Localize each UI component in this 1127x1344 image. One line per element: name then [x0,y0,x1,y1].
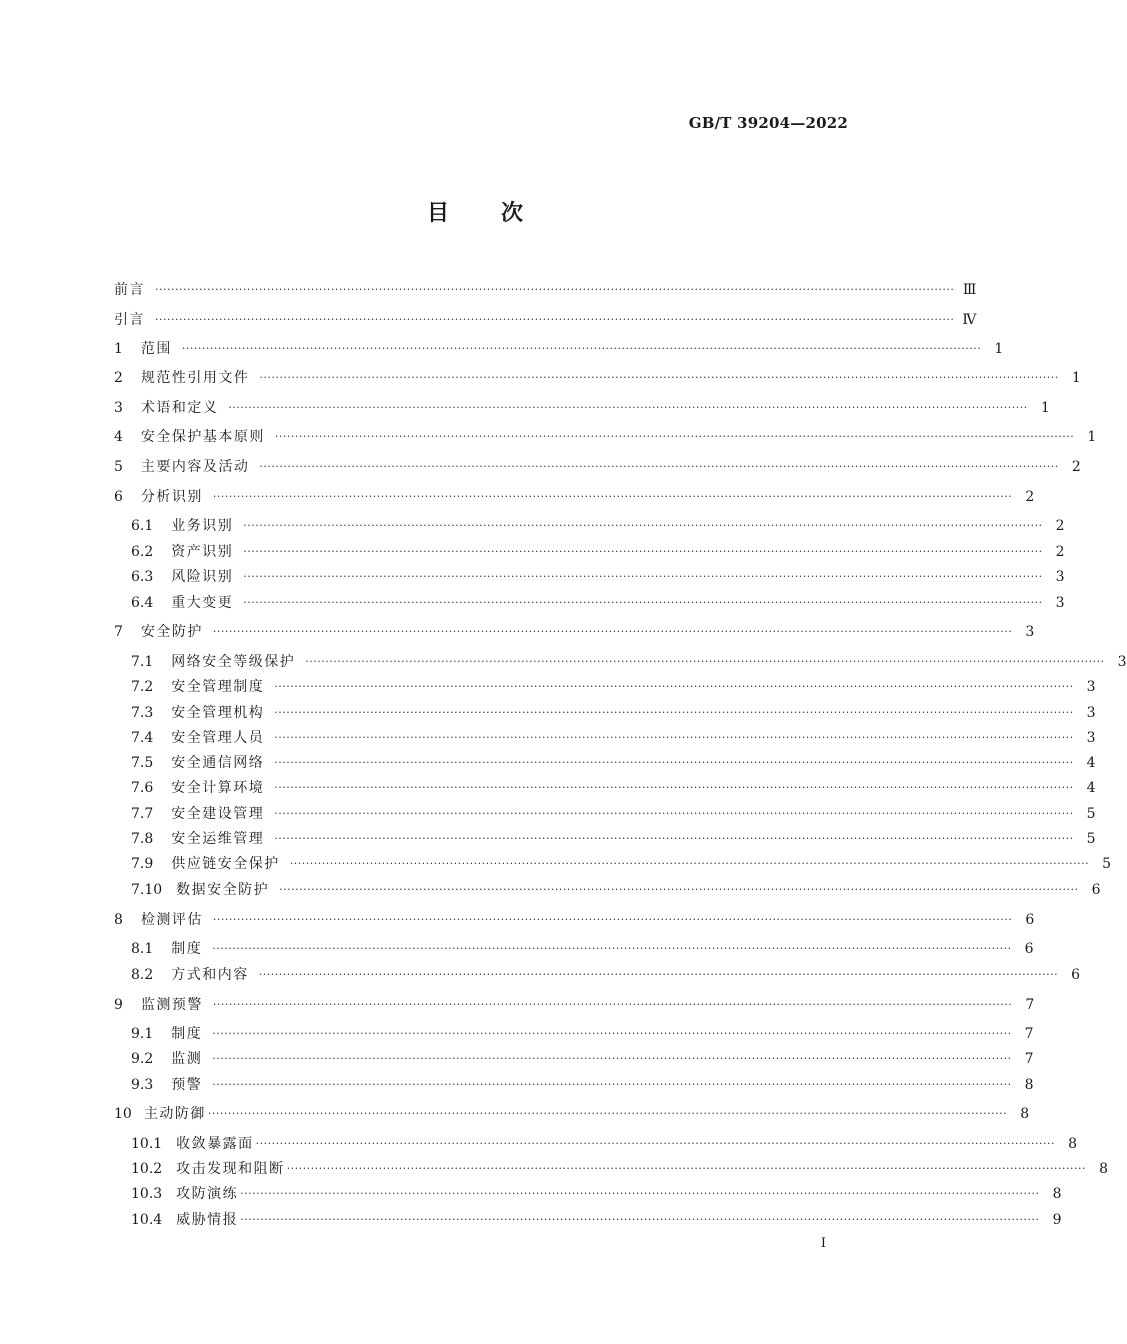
toc-entry-page-number: 4 [1086,755,1096,771]
toc-entry-leader-dots: ········································································································································································································ [243,596,1043,609]
toc-entry-page-number: 5 [1102,856,1112,872]
toc-entry-page-number: 2 [1071,459,1081,475]
toc-entry-leader-dots: ········································································································································································································ [243,545,1043,558]
toc-entry-number: 6.2 [131,544,154,560]
toc-entry-number: 4 [114,429,123,445]
toc-entry[interactable] [0,566,1065,588]
toc-entry-label: 制度 [171,941,203,957]
toc-entry-leader-dots: ········································································································································································································ [259,371,1059,384]
toc-entry-label: 引言 [114,312,145,328]
toc-entry-number: 6.4 [131,595,154,611]
toc-entry-leader-dots: ········································································································································································································ [279,883,1079,896]
toc-entry-label: 攻击发现和阻断 [176,1161,285,1177]
toc-entry[interactable] [0,828,1096,850]
toc-entry-number: 10.2 [131,1161,163,1177]
standard-number: GB/T 39204—2022 [688,114,848,132]
toc-entry-page-number: 7 [1024,1051,1034,1067]
toc-entry[interactable] [0,621,1035,643]
toc-entry[interactable] [0,938,1034,960]
toc-entry-number: 7.8 [131,831,154,847]
toc-entry-leader-dots: ········································································································································································································ [286,1162,1086,1175]
toc-entry[interactable] [0,994,1035,1016]
toc-entry[interactable] [0,1158,1108,1180]
toc-entry-label: 安全通信网络 [171,755,265,771]
toc-entry-page-number: 6 [1091,882,1101,898]
toc-entry-leader-dots: ········································································································································································································ [181,342,982,355]
toc-entry-leader-dots: ········································································································································································································ [212,625,1013,638]
toc-entry-page-number: 8 [1099,1161,1108,1177]
toc-entry[interactable] [0,1074,1034,1096]
toc-entry-label: 安全管理机构 [171,705,265,721]
toc-entry-number: 9 [114,997,123,1013]
toc-entry-label: 检测评估 [140,912,203,928]
toc-entry-leader-dots: ········································································································································································································ [212,490,1013,503]
toc-entry-leader-dots: ········································································································································································································ [274,430,1075,443]
toc-entry[interactable] [0,1183,1062,1205]
toc-entry-page-number: 3 [1086,730,1096,746]
toc-entry-page-number: 3 [1117,654,1127,670]
toc-entry-page-number: 2 [1055,544,1065,560]
toc-entry-label: 安全防护 [140,624,203,640]
toc-entry-number: 10 [114,1106,132,1122]
toc-entry-label: 数据安全防护 [176,882,270,898]
toc-entry[interactable] [0,727,1096,749]
toc-entry-label: 术语和定义 [140,400,219,416]
toc-entry-page-number: 5 [1086,806,1096,822]
toc-entry-label: 安全计算环境 [171,780,265,796]
toc-entry[interactable] [0,338,1004,360]
toc-entry-number: 7.4 [131,730,154,746]
toc-entry-label: 收敛暴露面 [176,1136,254,1152]
toc-entry-page-number: 1 [994,341,1004,357]
toc-entry[interactable] [0,1133,1077,1155]
toc-entry-page-number: 8 [1024,1077,1034,1093]
toc-entry-leader-dots: ········································································································································································································ [259,460,1059,473]
toc-entry[interactable] [0,853,1112,875]
toc-entry[interactable] [0,367,1081,389]
toc-entry-label: 安全管理人员 [171,730,265,746]
toc-entry-leader-dots: ········································································································································································································ [240,1187,1040,1200]
toc-entry-page-number: 9 [1052,1212,1062,1228]
toc-entry-number: 7.5 [131,755,154,771]
toc-entry-page-number: 1 [1071,370,1081,386]
toc-entry-number: 8 [114,912,123,928]
toc-entry-number: 9.2 [131,1051,154,1067]
toc-entry-number: 7.7 [131,806,154,822]
toc-entry-page-number: 3 [1025,624,1035,640]
toc-entry-label: 规范性引用文件 [140,370,250,386]
toc-entry[interactable] [0,1023,1034,1045]
toc-entry-page-number: 1 [1087,429,1097,445]
toc-entry-label: 重大变更 [171,595,234,611]
toc-entry-page-number: 3 [1055,569,1065,585]
toc-entry-label: 预警 [171,1077,203,1093]
toc-entry-leader-dots: ········································································································································································································ [289,857,1090,870]
toc-entry-number: 6.3 [131,569,154,585]
toc-entry-label: 资产识别 [171,544,234,560]
toc-entry-number: 6.1 [131,518,154,534]
toc-entry-label: 业务识别 [171,518,234,534]
toc-entry-leader-dots: ········································································································································································································ [228,401,1028,414]
toc-entry-number: 3 [114,400,123,416]
toc-entry-number: 8.1 [131,941,154,957]
toc-entry-number: 10.3 [131,1186,163,1202]
toc-entry-leader-dots: ········································································································································································································ [240,1213,1040,1226]
toc-entry-number: 6 [114,489,123,505]
page-folio: I [820,1236,826,1251]
toc-entry-page-number: 1 [1040,400,1050,416]
toc-entry-number: 2 [114,370,123,386]
toc-entry-label: 安全建设管理 [171,806,265,822]
toc-entry-number: 9.3 [131,1077,154,1093]
toc-entry-leader-dots: ········································································································································································································ [274,807,1074,820]
toc-entry-page-number: 8 [1068,1136,1077,1152]
toc-entry[interactable] [0,702,1096,724]
toc-entry-page-number: 3 [1086,679,1096,695]
toc-entry-page-number: 2 [1025,489,1035,505]
toc-entry-leader-dots: ········································································································································································································ [274,731,1074,744]
toc-entry-label: 监测 [171,1051,203,1067]
toc-entry[interactable] [0,426,1097,448]
toc-entry[interactable] [0,486,1035,508]
toc-entry-page-number: 2 [1055,518,1065,534]
toc-entry-number: 10.4 [131,1212,163,1228]
toc-entry-page-number: 3 [1055,595,1065,611]
toc-entry[interactable] [0,1048,1034,1070]
toc-entry[interactable] [0,592,1065,614]
toc-entry-leader-dots: ········································································································································································································ [212,1052,1012,1065]
toc-entry-leader-dots: ········································································································································································································ [212,913,1013,926]
toc-entry[interactable] [0,964,1081,986]
toc-entry-number: 7.3 [131,705,154,721]
toc-entry[interactable] [0,541,1065,563]
toc-entry-number: 7.9 [131,856,154,872]
toc-entry-number: 7.1 [131,654,154,670]
toc-entry-label: 前言 [114,282,145,298]
toc-entry-page-number: 8 [1052,1186,1062,1202]
toc-entry-leader-dots: ········································································································································································································ [243,519,1043,532]
toc-entry-page-number: 6 [1024,941,1034,957]
toc-entry-label: 安全运维管理 [171,831,265,847]
toc-entry-leader-dots: ········································································································································································································ [274,781,1074,794]
toc-entry[interactable] [0,752,1096,774]
toc-entry-leader-dots: ········································································································································································································ [207,1107,1008,1120]
toc-entry-leader-dots: ········································································································································································································ [258,968,1059,981]
toc-entry-label: 监测预警 [140,997,203,1013]
toc-entry-page-number: 4 [1086,780,1096,796]
toc-entry-leader-dots: ········································································································································································································ [212,942,1012,955]
toc-entry-label: 主要内容及活动 [140,459,250,475]
toc-entry-label: 制度 [171,1026,203,1042]
toc-entry-label: 安全管理制度 [171,679,265,695]
toc-entry-label: 供应链安全保护 [171,856,280,872]
toc-entry-leader-dots: ········································································································································································································ [255,1137,1055,1150]
toc-entry-page-number: 5 [1086,831,1096,847]
toc-entry[interactable] [0,909,1035,931]
toc-entry-number: 9.1 [131,1026,154,1042]
toc-entry-page-number: Ⅲ [962,282,977,298]
toc-entry[interactable] [0,879,1101,901]
toc-entry-number: 5 [114,459,123,475]
toc-entry-leader-dots: ········································································································································································································ [155,283,955,296]
toc-entry-label: 威胁情报 [176,1212,239,1228]
toc-entry-leader-dots: ········································································································································································································ [155,313,955,326]
toc-entry[interactable] [0,1209,1062,1231]
toc-entry-label: 范围 [140,341,172,357]
page-title-part1: 目 [426,201,449,226]
toc-entry[interactable] [0,1103,1030,1125]
toc-entry-number: 7.6 [131,780,154,796]
toc-entry-page-number: 6 [1071,967,1081,983]
toc-entry[interactable] [0,651,1127,673]
toc-entry-leader-dots: ········································································································································································································ [212,1027,1012,1040]
toc-entry-number: 7.2 [131,679,154,695]
toc-entry-number: 1 [114,341,123,357]
toc-entry[interactable] [0,676,1096,698]
toc-entry-leader-dots: ········································································································································································································ [243,570,1043,583]
toc-entry-page-number: 7 [1024,1026,1034,1042]
toc-entry-number: 7 [114,624,123,640]
toc-entry-label: 风险识别 [171,569,234,585]
page-title-part2: 次 [501,201,524,226]
toc-entry-label: 攻防演练 [176,1186,239,1202]
toc-entry-page-number: 8 [1020,1106,1030,1122]
toc-entry-page-number: 3 [1086,705,1096,721]
toc-entry[interactable] [0,309,977,331]
toc-entry[interactable] [0,397,1050,419]
toc-entry-number: 8.2 [131,967,154,983]
toc-entry-leader-dots: ········································································································································································································ [274,832,1074,845]
toc-entry[interactable] [0,777,1096,799]
toc-entry-label: 分析识别 [140,489,203,505]
toc-entry-label: 网络安全等级保护 [171,654,296,670]
toc-entry-page-number: Ⅳ [962,312,977,328]
toc-entry-page-number: 7 [1025,997,1035,1013]
toc-entry-leader-dots: ········································································································································································································ [274,706,1074,719]
toc-entry[interactable] [0,803,1096,825]
toc-entry-page-number: 6 [1025,912,1035,928]
toc-entry-leader-dots: ········································································································································································································ [305,655,1105,668]
toc-entry[interactable] [0,279,977,301]
toc-entry-leader-dots: ········································································································································································································ [274,756,1074,769]
toc-entry-label: 安全保护基本原则 [140,429,265,445]
toc-entry-label: 主动防御 [143,1106,206,1122]
toc-entry-number: 10.1 [131,1136,163,1152]
toc-entry[interactable] [0,456,1081,478]
toc-entry-leader-dots: ········································································································································································································ [212,998,1013,1011]
toc-entry-label: 方式和内容 [171,967,249,983]
toc-entry[interactable] [0,515,1065,537]
toc-entry-number: 7.10 [131,882,163,898]
toc-entry-leader-dots: ········································································································································································································ [212,1078,1012,1091]
toc-entry-leader-dots: ········································································································································································································ [274,680,1074,693]
